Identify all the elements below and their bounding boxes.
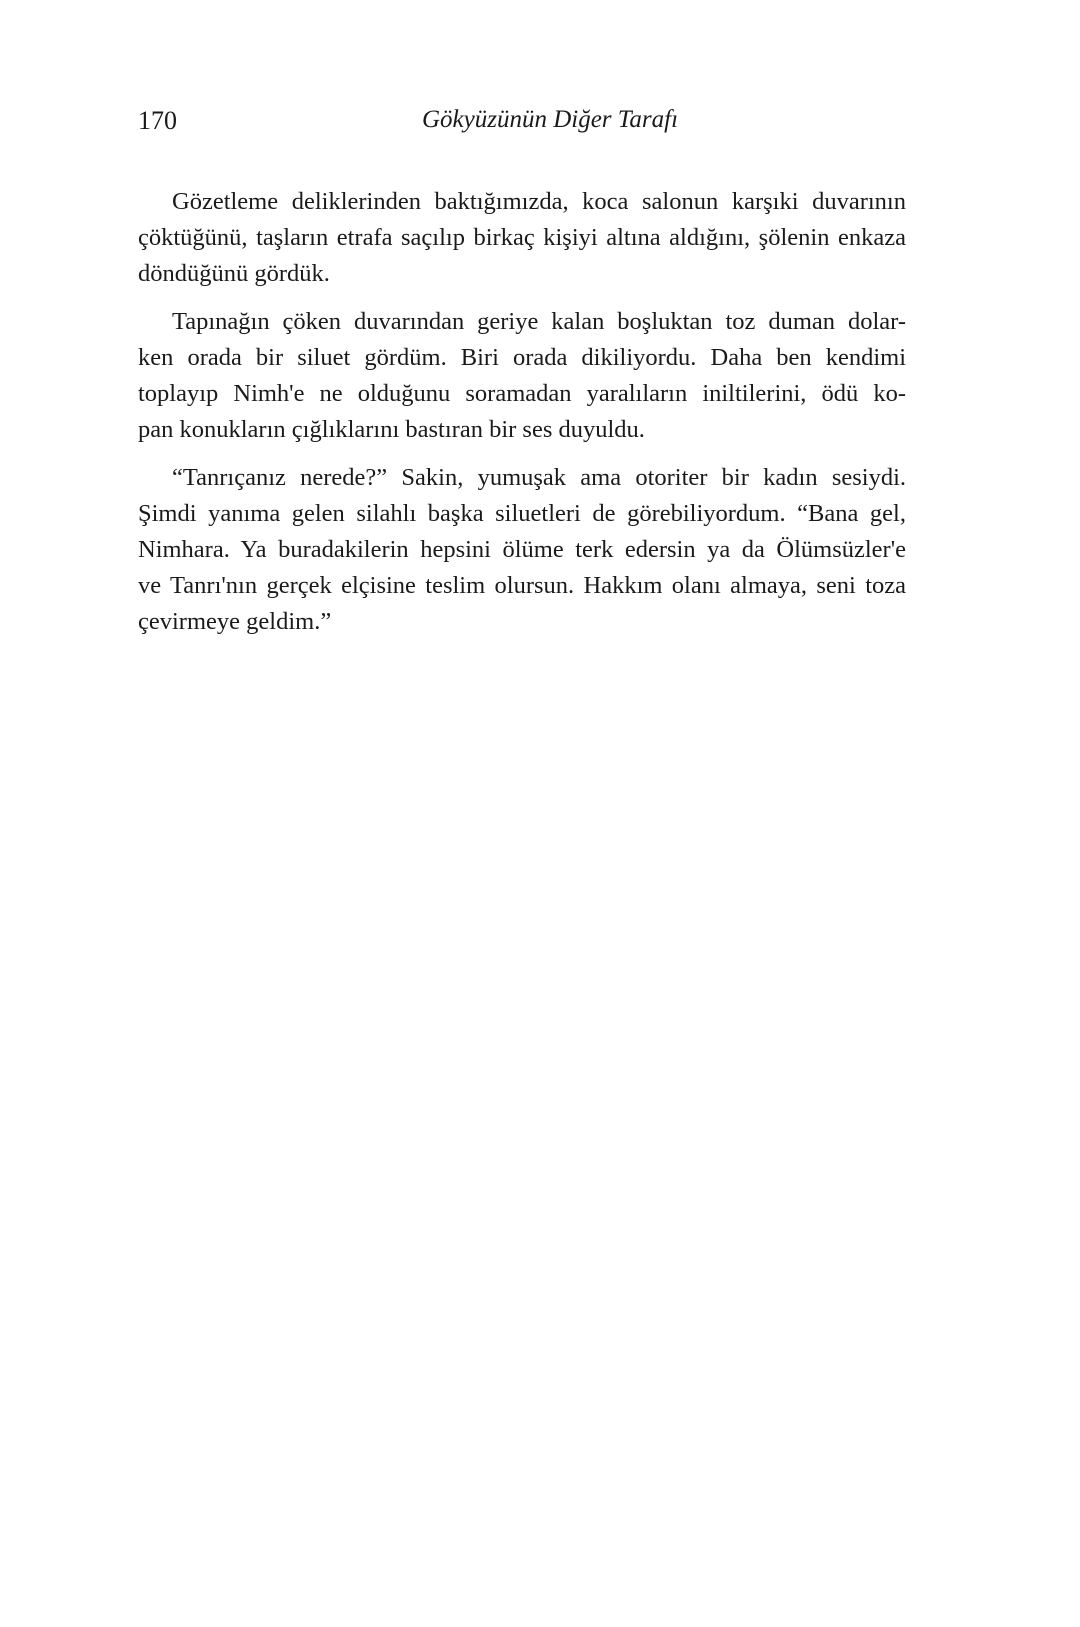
paragraph-2 [138, 304, 906, 448]
text-line: “Tanrıçanız nerede?” Sakin, yumuşak ama otoriter bir kadın sesiydi. [172, 464, 906, 491]
text-line: çöktüğünü, taşların etrafa saçılıp birkaç kişiyi altına aldığını, şölenin enkaza [138, 224, 906, 251]
text-line: çevirmeye geldim.” [138, 608, 332, 635]
text-line: Gözetleme deliklerinden baktığımızda, koca salonun karşıki duvarının [172, 188, 906, 215]
running-title: Gökyüzünün Diğer Tarafı [421, 106, 679, 133]
page-number: 170 [138, 106, 177, 135]
text-line: Tapınağın çöken duvarından geriye kalan boşluktan toz duman dolar- [172, 308, 906, 335]
text-line: pan konukların çığlıklarını bastıran bir ses duyuldu. [138, 416, 645, 443]
text-line: döndüğünü gördük. [138, 260, 330, 287]
text-line: Nimhara. Ya buradakilerin hepsini ölüme terk edersin ya da Ölümsüzler'e [138, 536, 906, 563]
page-body [138, 184, 906, 652]
text-line: ve Tanrı'nın gerçek elçisine teslim olursun. Hakkım olanı almaya, seni toza [138, 572, 906, 599]
text-line: Şimdi yanıma gelen silahlı başka siluetleri de görebiliyordum. “Bana gel, [138, 500, 906, 527]
paragraph-3 [138, 460, 906, 640]
text-line: toplayıp Nimh'e ne olduğunu soramadan yaralıların iniltilerini, ödü ko- [138, 380, 906, 407]
paragraph-1 [138, 184, 906, 292]
text-line: ken orada bir siluet gördüm. Biri orada dikiliyordu. Daha ben kendimi [138, 344, 906, 371]
